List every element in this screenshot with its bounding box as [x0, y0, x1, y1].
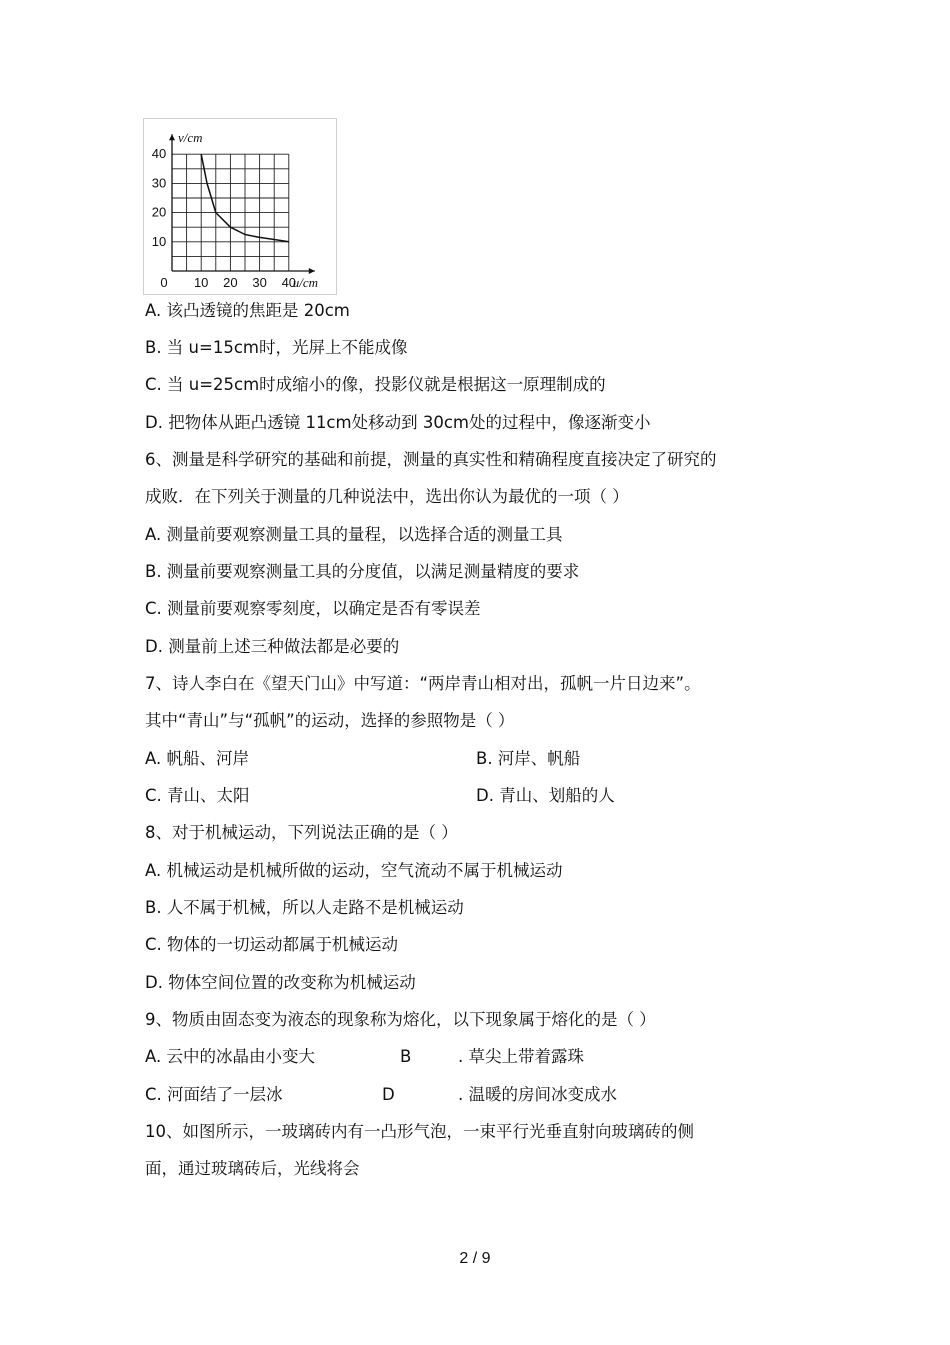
- x-axis-arrow: [309, 268, 315, 274]
- y-tick-label: 10: [151, 233, 167, 249]
- q6-option-d: D. 测量前上述三种做法都是必要的: [145, 637, 400, 656]
- page-number: 2 / 9: [459, 1250, 491, 1267]
- q7-option-a: A. 帆船、河岸: [145, 749, 249, 768]
- q7-option-c: C. 青山、太阳: [145, 786, 250, 805]
- x-tick-label: 0: [160, 275, 168, 290]
- q7-option-d: D. 青山、划船的人: [476, 786, 615, 805]
- q8-option-a: A. 机械运动是机械所做的运动，空气流动不属于机械运动: [145, 861, 563, 880]
- y-axis-arrow: [169, 134, 175, 140]
- q6-option-c: C. 测量前要观察零刻度，以确定是否有零误差: [145, 599, 481, 618]
- image-distance-graph: [143, 118, 337, 295]
- q9-option-c: C. 河面结了一层冰: [145, 1085, 283, 1104]
- q9-option-b-letter: B: [400, 1047, 412, 1066]
- q6-stem-line1: 6、测量是科学研究的基础和前提，测量的真实性和精确程度直接决定了研究的: [145, 450, 717, 469]
- q5-option-a: A. 该凸透镜的焦距是 20cm: [145, 301, 350, 320]
- chart-svg: [144, 119, 336, 294]
- q7-stem-line1: 7、诗人李白在《望天门山》中写道：“两岸青山相对出，孤帆一片日边来”。: [145, 674, 701, 693]
- q7-option-b: B. 河岸、帆船: [476, 749, 581, 768]
- y-tick-label: 20: [151, 204, 167, 220]
- q8-option-b: B. 人不属于机械，所以人走路不是机械运动: [145, 898, 464, 917]
- x-tick-label: 30: [252, 275, 267, 290]
- q5-option-d: D. 把物体从距凸透镜 11cm处移动到 30cm处的过程中，像逐渐变小: [145, 413, 651, 432]
- y-tick-label: 30: [151, 175, 167, 191]
- q9-stem: 9、物质由固态变为液态的现象称为熔化，以下现象属于熔化的是（ ）: [145, 1010, 656, 1029]
- q10-stem-line1: 10、如图所示，一玻璃砖内有一凸形气泡，一束平行光垂直射向玻璃砖的侧: [145, 1122, 694, 1141]
- q7-stem-line2: 其中“青山”与“孤帆”的运动，选择的参照物是（ ）: [145, 711, 515, 730]
- q8-stem: 8、对于机械运动，下列说法正确的是（ ）: [145, 823, 458, 842]
- q9-option-b-text: . 草尖上带着露珠: [458, 1047, 584, 1066]
- q6-option-a: A. 测量前要观察测量工具的量程，以选择合适的测量工具: [145, 525, 563, 544]
- q8-option-c: C. 物体的一切运动都属于机械运动: [145, 935, 399, 954]
- q9-option-d-letter: D: [382, 1085, 395, 1104]
- x-tick-label: 20: [223, 275, 238, 290]
- q5-option-b: B. 当 u=15cm时，光屏上不能成像: [145, 338, 408, 357]
- q6-option-b: B. 测量前要观察测量工具的分度值，以满足测量精度的要求: [145, 562, 580, 581]
- q6-stem-line2: 成败．在下列关于测量的几种说法中，选出你认为最优的一项（ ）: [145, 487, 629, 506]
- q9-option-a: A. 云中的冰晶由小变大: [145, 1047, 315, 1066]
- q9-option-d-text: . 温暖的房间冰变成水: [458, 1085, 617, 1104]
- y-axis-label: v/cm: [178, 130, 203, 146]
- q5-option-c: C. 当 u=25cm时成缩小的像，投影仪就是根据这一原理制成的: [145, 375, 606, 394]
- x-axis-label: u/cm: [292, 275, 319, 290]
- x-tick-label: 10: [193, 275, 209, 290]
- y-tick-label: 40: [151, 146, 167, 162]
- x-tick-label: 40: [281, 275, 297, 290]
- q8-option-d: D. 物体空间位置的改变称为机械运动: [145, 973, 416, 992]
- q10-stem-line2: 面，通过玻璃砖后，光线将会: [145, 1159, 360, 1178]
